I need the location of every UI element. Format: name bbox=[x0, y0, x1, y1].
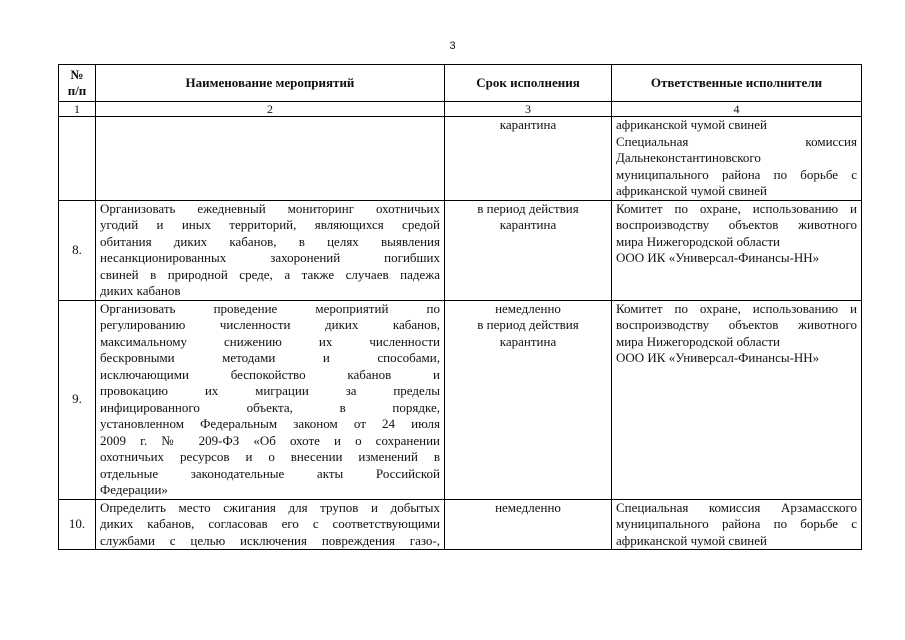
column-number-row bbox=[59, 102, 862, 117]
desc-line: обитания диких кабанов, в целях выявления bbox=[100, 233, 440, 249]
resp-line: воспроизводству объектов животного bbox=[616, 317, 857, 332]
desc-line: угодий и иных территорий, являющихся средой bbox=[100, 217, 440, 232]
row-number: 10. bbox=[59, 499, 96, 550]
row-number bbox=[59, 117, 96, 201]
measure-description bbox=[96, 499, 445, 550]
resp-line: ООО ИК «Универсал-Финансы-НН» bbox=[616, 350, 820, 365]
resp-line: муниципального района по борьбе с bbox=[616, 166, 857, 182]
resp-line: мира Нижегородской области bbox=[616, 333, 780, 349]
header-row bbox=[59, 65, 862, 102]
column-number: 1 bbox=[59, 102, 96, 117]
column-number: 2 bbox=[96, 102, 445, 117]
desc-line: охотничьих ресурсов и о внесении изменений в bbox=[100, 449, 440, 464]
resp-line: мира Нижегородской области bbox=[616, 233, 780, 249]
resp-line: муниципального района по борьбе с bbox=[616, 516, 857, 531]
responsible-executors bbox=[612, 300, 862, 499]
page-number: 3 bbox=[449, 40, 456, 52]
desc-line: Организовать проведение мероприятий по bbox=[100, 300, 440, 316]
execution-term bbox=[445, 200, 612, 300]
desc-line: 2009 г. № 209-ФЗ «Об охоте и о сохранении bbox=[100, 432, 440, 448]
desc-line: провокацию их миграции за пределы bbox=[100, 383, 440, 398]
desc-line: исключающими беспокойство кабанов и bbox=[100, 366, 440, 382]
resp-line: африканской чумой свиней bbox=[616, 117, 767, 132]
header-term: Срок исполнения bbox=[445, 65, 612, 102]
resp-line: африканской чумой свиней bbox=[616, 183, 767, 198]
table-row bbox=[59, 499, 862, 550]
column-number: 4 bbox=[612, 102, 862, 117]
table-row bbox=[59, 300, 862, 499]
term-line: карантина bbox=[499, 217, 557, 232]
column-number: 3 bbox=[445, 102, 612, 117]
term-line: немедленно bbox=[495, 300, 561, 316]
header-resp: Ответственные исполнители bbox=[612, 65, 862, 102]
table-row bbox=[59, 117, 862, 201]
desc-line: инфицированного объекта, в порядке, bbox=[100, 399, 440, 415]
term-line: карантина bbox=[499, 117, 557, 132]
desc-line: службами с целью исключения повреждения газо-, bbox=[100, 532, 440, 548]
desc-line: установленном Федеральным законом от 24 июля bbox=[100, 416, 440, 431]
desc-line: несанкционированных захоронений погибших bbox=[100, 250, 440, 265]
resp-line: Специальная комиссия Арзамасского bbox=[616, 499, 857, 515]
header-num: № п/п bbox=[59, 65, 96, 102]
execution-term bbox=[445, 117, 612, 201]
desc-line: отдельные законодательные акты Российской bbox=[100, 465, 440, 481]
measures-table bbox=[58, 64, 862, 550]
term-line: в период действия bbox=[477, 200, 579, 216]
responsible-executors bbox=[612, 499, 862, 550]
resp-line: Комитет по охране, использованию и bbox=[616, 200, 857, 216]
term-line: в период действия bbox=[477, 317, 579, 332]
term-line: немедленно bbox=[495, 499, 561, 515]
desc-line: максимальному снижению их численности bbox=[100, 333, 440, 349]
desc-line: диких кабанов bbox=[100, 283, 181, 298]
resp-line: африканской чумой свиней bbox=[616, 532, 767, 548]
desc-line: Федерации» bbox=[100, 482, 168, 497]
row-number: 9. bbox=[59, 300, 96, 499]
table-row bbox=[59, 200, 862, 300]
execution-term bbox=[445, 499, 612, 550]
measure-description bbox=[96, 117, 445, 201]
measure-description bbox=[96, 200, 445, 300]
term-line: карантина bbox=[499, 333, 557, 349]
responsible-executors bbox=[612, 117, 862, 201]
resp-line: Комитет по охране, использованию и bbox=[616, 300, 857, 316]
resp-line: Специальная комиссия bbox=[616, 133, 857, 149]
desc-line: Определить место сжигания для трупов и добытых bbox=[100, 499, 440, 515]
row-number: 8. bbox=[59, 200, 96, 300]
responsible-executors bbox=[612, 200, 862, 300]
desc-line: бескровными методами и способами, bbox=[100, 350, 440, 365]
resp-line: ООО ИК «Универсал-Финансы-НН» bbox=[616, 250, 820, 265]
execution-term bbox=[445, 300, 612, 499]
desc-line: Организовать ежедневный мониторинг охотничьих bbox=[100, 200, 440, 216]
resp-line: Дальнеконстантиновского bbox=[616, 150, 761, 165]
header-name: Наименование мероприятий bbox=[96, 65, 445, 102]
desc-line: свиней в природной среде, а также случаев падежа bbox=[100, 266, 440, 282]
desc-line: диких кабанов, согласовав его с соответствующими bbox=[100, 516, 440, 531]
desc-line: регулированию численности диких кабанов, bbox=[100, 317, 440, 332]
measure-description bbox=[96, 300, 445, 499]
resp-line: воспроизводству объектов животного bbox=[616, 217, 857, 232]
